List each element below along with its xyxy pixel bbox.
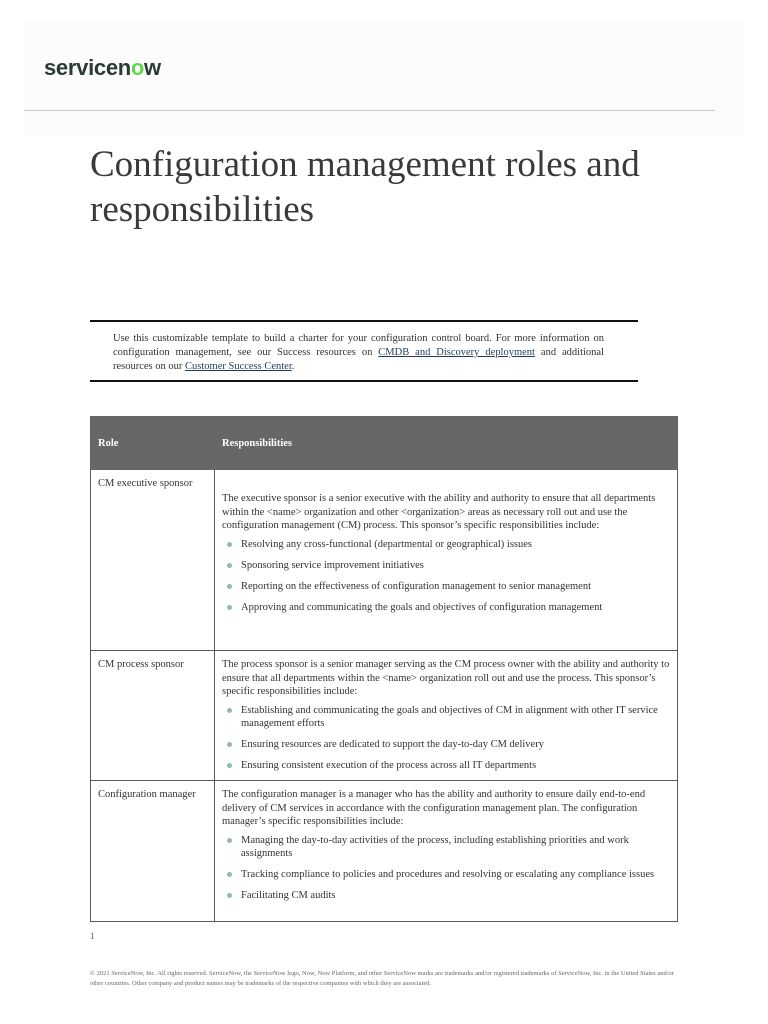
responsibilities-cell [215,781,678,922]
responsibility-description: The configuration manager is a manager who has the ability and authority to ensure daily end-to-end delivery of CM services in accordance with the configuration management plan. The configuration manager’s specific responsibilities include: [222,789,646,827]
list-item [222,759,670,773]
list-item-text: Managing the day-to-day activities of the process, including establishing priorities and work assignments [241,834,629,859]
responsibility-list [222,704,670,773]
customer-success-center-link[interactable]: Customer Success Center [185,361,292,372]
responsibility-description: The process sponsor is a senior manager serving as the CM process owner with the ability and authority to ensure that all departments within the <name> organization roll out and use the process. This sponsor’s specific responsibilities include: [222,659,670,697]
list-item-text: Establishing and communicating the goals and objectives of CM in alignment with other IT service management efforts [241,704,658,729]
list-item-text: Ensuring resources are dedicated to support the day-to-day CM delivery [241,739,544,750]
header-divider [24,110,715,111]
list-item-text: Reporting on the effectiveness of configuration management to senior management [241,580,591,592]
bullet-icon [227,563,232,568]
list-item [222,738,670,752]
legal-footer: © 2021 ServiceNow, Inc. All rights reserved. ServiceNow, the ServiceNow logo, Now, Now Platform, and other ServiceNow marks are trademarks and/or registered trademarks of ServiceNow, Inc. in the United States and/or other countries. Other company and product names may be trademarks of the respective companies with which they are associated. [90,970,674,987]
list-item [222,868,670,882]
table-row [91,781,678,922]
bullet-icon [227,893,232,898]
bullet-icon [227,838,232,843]
list-item-text: Tracking compliance to policies and procedures and resolving or escalating any compliance issues [241,869,655,880]
intro-box [90,320,638,382]
list-item-text: Ensuring consistent execution of the process across all IT departments [241,760,537,771]
responsibility-description: The executive sponsor is a senior executive with the ability and authority to ensure that all departments within the <name> organization and other <organization> areas as necessary roll out and use the configuration management (CM) process. This sponsor’s specific responsibilities include: [222,493,656,531]
logo-accent-o: o [130,55,145,80]
bullet-icon [227,742,232,747]
header-role: Role [91,417,215,470]
servicenow-logo [44,55,161,81]
roles-table [90,416,678,922]
list-item [222,559,670,573]
role-cell: CM executive sponsor [91,470,215,651]
role-cell: CM process sponsor [91,651,215,781]
role-cell: Configuration manager [91,781,215,922]
list-item-text: Resolving any cross-functional (departmental or geographical) issues [241,538,532,550]
responsibilities-cell [215,651,678,781]
list-item [222,889,670,903]
intro-text-3: . [291,361,295,372]
list-item [222,834,670,861]
bullet-icon [227,542,232,547]
bullet-icon [227,605,232,610]
bullet-icon [227,708,232,713]
bullet-icon [227,763,232,768]
responsibilities-cell [215,470,678,651]
page-number: 1 [90,931,95,941]
bullet-icon [227,584,232,589]
responsibility-list [222,834,670,903]
cmdb-discovery-link[interactable]: CMDB and Discovery deployment [378,347,535,358]
list-item-text: Sponsoring service improvement initiatives [241,559,424,571]
logo-text: servicen [44,55,131,80]
table-header-row [91,417,678,470]
list-item [222,601,670,615]
list-item [222,580,670,594]
document-title: Configuration management roles and responsibilities [90,144,640,230]
list-item-text: Approving and communicating the goals and objectives of configuration management [241,601,603,613]
list-item-text: Facilitating CM audits [241,890,336,901]
intro-text-2: and additional resources on our [113,347,605,372]
logo-text-end: w [144,55,161,80]
list-item [222,704,670,731]
table-row [91,470,678,651]
header-responsibilities: Responsibilities [215,417,678,470]
bullet-icon [227,872,232,877]
list-item [222,538,670,552]
responsibility-list [222,538,670,615]
intro-paragraph [113,332,604,374]
intro-text-1: Use this customizable template to build a charter for your configuration control board. For more information on configuration management, see our Success resources on [113,333,604,358]
table-row [91,651,678,781]
